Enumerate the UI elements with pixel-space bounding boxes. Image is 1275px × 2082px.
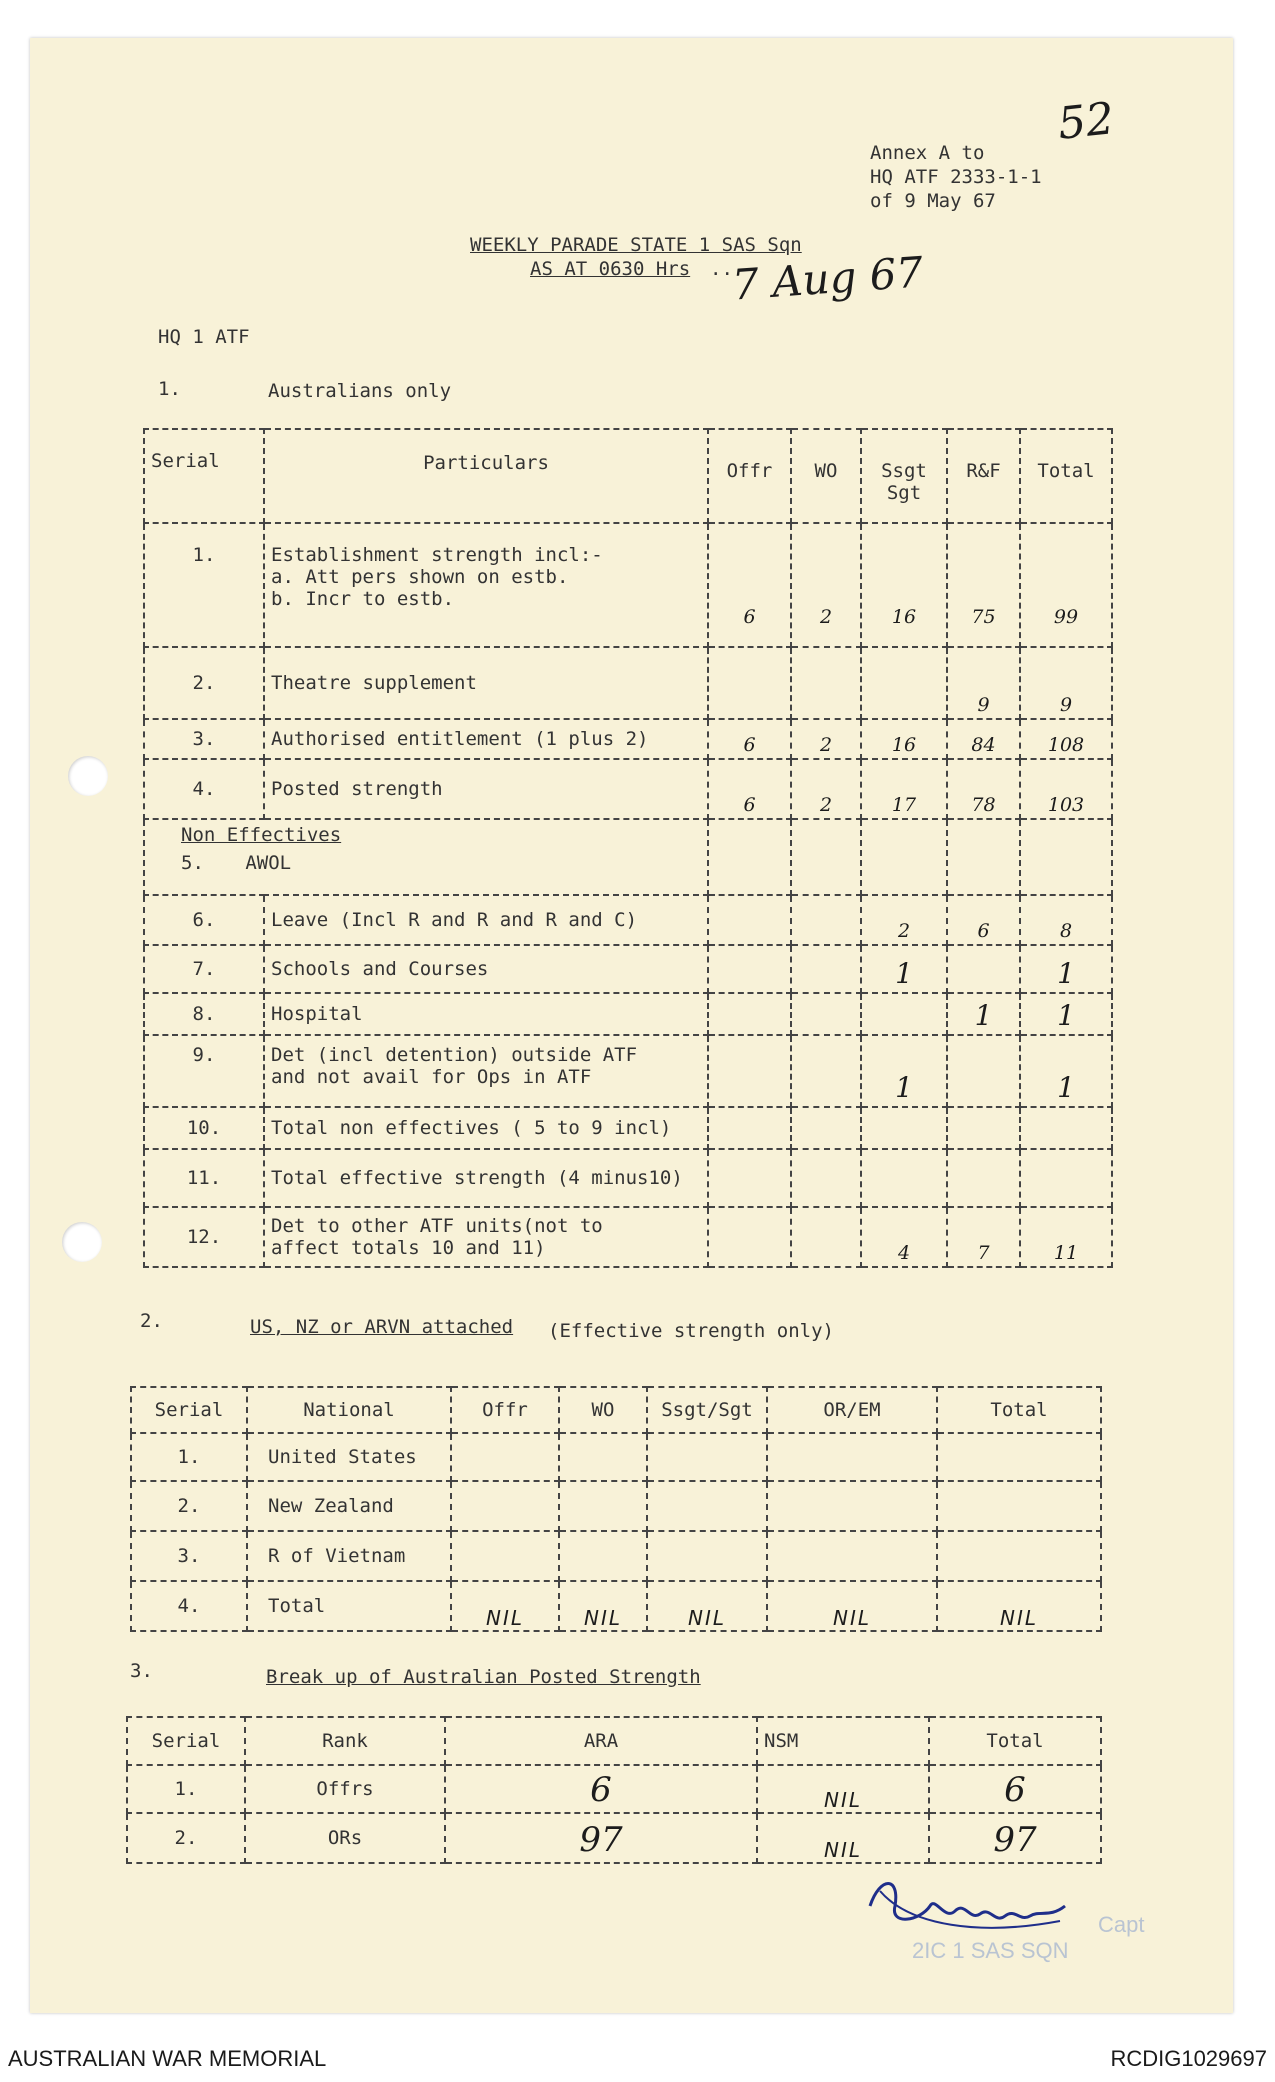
- header-ssgt: Ssgt: [881, 460, 927, 482]
- cell-wo: [791, 1035, 861, 1107]
- cell-wo: 2: [791, 523, 861, 647]
- cell-rf: [947, 1107, 1020, 1149]
- cell-or-em: [767, 1481, 937, 1531]
- hq-label: HQ 1 ATF: [158, 326, 250, 348]
- cell-rf: [947, 945, 1020, 993]
- cell-wo: [559, 1433, 647, 1481]
- cell-ssgt: 17: [861, 759, 947, 819]
- header-wo: WO: [791, 429, 861, 523]
- cell-offr: 6: [708, 719, 791, 759]
- cell-total: 8: [1020, 895, 1112, 945]
- section1-number: 1.: [158, 378, 181, 400]
- cell-wo: 2: [791, 719, 861, 759]
- punch-hole-bottom: [62, 1222, 102, 1262]
- cell-offr: 6: [708, 523, 791, 647]
- table-header-row: [144, 429, 1112, 523]
- cell-ssgt: 1: [861, 1035, 947, 1107]
- cell-ssgt: NIL: [647, 1581, 767, 1631]
- row-particulars: Hospital: [264, 993, 708, 1035]
- particulars-line: affect totals 10 and 11): [271, 1237, 546, 1259]
- cell-total: 108: [1020, 719, 1112, 759]
- cell-ara: 6: [445, 1765, 757, 1813]
- header-rf: R&F: [947, 429, 1020, 523]
- cell-total: 1: [1020, 1035, 1112, 1107]
- cell-ssgt: 4: [861, 1207, 947, 1267]
- header-sgt: Sgt: [886, 482, 922, 504]
- cell-total: 1: [1020, 993, 1112, 1035]
- header-total: Total: [929, 1717, 1101, 1765]
- row-serial: 8.: [144, 993, 264, 1035]
- table-header-row: [127, 1717, 1101, 1765]
- cell-nsm: NIL: [757, 1765, 929, 1813]
- cell-rf: [947, 1149, 1020, 1207]
- cell-offr: NIL: [451, 1581, 559, 1631]
- row-particulars: Schools and Courses: [264, 945, 708, 993]
- row-serial: 6.: [144, 895, 264, 945]
- table-row: [127, 1765, 1101, 1813]
- table-row: [131, 1581, 1101, 1631]
- cell-offr: [708, 1149, 791, 1207]
- row-serial: 3.: [144, 719, 264, 759]
- cell-offr: [708, 945, 791, 993]
- particulars-line: [181, 852, 701, 874]
- cell-ssgt: 2: [861, 895, 947, 945]
- cell-rf: 84: [947, 719, 1020, 759]
- table-row: [144, 1035, 1112, 1107]
- cell-total: 11: [1020, 1207, 1112, 1267]
- cell-ssgt: 16: [861, 523, 947, 647]
- header-offr: Offr: [708, 429, 791, 523]
- annex-line-2: HQ ATF 2333-1-1: [870, 166, 1042, 188]
- cell-rank: ORs: [245, 1813, 445, 1863]
- posted-strength-table: [126, 1716, 1102, 1864]
- table-row: [131, 1433, 1101, 1481]
- cell-offr: [708, 1107, 791, 1149]
- section2-number: 2.: [140, 1310, 163, 1332]
- cell-offr: [708, 647, 791, 719]
- cell-wo: [791, 1207, 861, 1267]
- cell-rf: 78: [947, 759, 1020, 819]
- cell-or-em: [767, 1531, 937, 1581]
- table-row: [131, 1531, 1101, 1581]
- cell-or-em: NIL: [767, 1581, 937, 1631]
- table-row: [127, 1813, 1101, 1863]
- table-row: [144, 523, 1112, 647]
- table-row: [144, 819, 1112, 895]
- signature-appointment: 2IC 1 SAS SQN: [912, 1938, 1069, 1963]
- cell-ssgt: [861, 647, 947, 719]
- cell-total: [937, 1531, 1101, 1581]
- cell-wo: [559, 1531, 647, 1581]
- row-particulars: [264, 523, 708, 647]
- cell-total: 6: [929, 1765, 1101, 1813]
- cell-serial: 1.: [131, 1433, 247, 1481]
- row-serial: 5.: [181, 852, 204, 874]
- header-national: National: [247, 1387, 451, 1433]
- row-particulars: [264, 1207, 708, 1267]
- cell-rf: 75: [947, 523, 1020, 647]
- cell-rf: [947, 1035, 1020, 1107]
- particulars-line: Establishment strength incl:-: [271, 544, 603, 566]
- table-row: [144, 759, 1112, 819]
- cell-total: NIL: [937, 1581, 1101, 1631]
- row-serial: 10.: [144, 1107, 264, 1149]
- cell-serial: 1.: [127, 1765, 245, 1813]
- cell-wo: [791, 1149, 861, 1207]
- row-particulars: Authorised entitlement (1 plus 2): [264, 719, 708, 759]
- row-particulars: [264, 1035, 708, 1107]
- punch-hole-top: [68, 756, 108, 796]
- cell-ara: 97: [445, 1813, 757, 1863]
- table-row: [144, 1107, 1112, 1149]
- cell-or-em: [767, 1433, 937, 1481]
- cell-offr: [708, 993, 791, 1035]
- header-total: Total: [937, 1387, 1101, 1433]
- table-row: [144, 895, 1112, 945]
- cell-total: 103: [1020, 759, 1112, 819]
- attached-table: [130, 1386, 1102, 1632]
- row-serial: 4.: [144, 759, 264, 819]
- signature-image: [860, 1866, 1080, 1946]
- table-row: [144, 719, 1112, 759]
- table-row: [144, 945, 1112, 993]
- cell-wo: [791, 1107, 861, 1149]
- table-row: [144, 993, 1112, 1035]
- row-particulars: Theatre supplement: [264, 647, 708, 719]
- section3-heading: Break up of Australian Posted Strength: [266, 1666, 701, 1688]
- cell-rf: 6: [947, 895, 1020, 945]
- cell-serial: 3.: [131, 1531, 247, 1581]
- row-particulars: Total effective strength (4 minus10): [264, 1149, 708, 1207]
- cell-offr: [451, 1481, 559, 1531]
- title-dots: ..: [710, 258, 733, 280]
- cell-ssgt: [861, 1107, 947, 1149]
- cell-serial: 2.: [127, 1813, 245, 1863]
- header-ssgt-sgt: Ssgt/Sgt: [647, 1387, 767, 1433]
- table-row: [131, 1481, 1101, 1531]
- footer-id: RCDIG1029697: [1110, 2046, 1267, 2071]
- cell-wo: [791, 819, 861, 895]
- header-or-em: OR/EM: [767, 1387, 937, 1433]
- page-number: 52: [1055, 93, 1117, 150]
- cell-rf: [947, 819, 1020, 895]
- cell-offr: 6: [708, 759, 791, 819]
- cell-total: 9: [1020, 647, 1112, 719]
- row-serial: 2.: [144, 647, 264, 719]
- cell-wo: [791, 945, 861, 993]
- cell-ssgt: [861, 993, 947, 1035]
- cell-ssgt: [647, 1481, 767, 1531]
- cell-total: 99: [1020, 523, 1112, 647]
- cell-total: [937, 1433, 1101, 1481]
- header-rank: Rank: [245, 1717, 445, 1765]
- particulars-line: b. Incr to estb.: [271, 588, 455, 610]
- cell-wo: 2: [791, 759, 861, 819]
- cell-serial: 4.: [131, 1581, 247, 1631]
- cell-ssgt: 1: [861, 945, 947, 993]
- non-effectives-heading: Non Effectives: [181, 824, 342, 846]
- particulars-line: a. Att pers shown on estb.: [271, 566, 569, 588]
- australians-table: [143, 428, 1113, 1268]
- header-ssgt-sgt: [861, 429, 947, 523]
- cell-ssgt: [861, 819, 947, 895]
- header-serial: Serial: [131, 1387, 247, 1433]
- row-serial: 11.: [144, 1149, 264, 1207]
- document-title: WEEKLY PARADE STATE 1 SAS Sqn: [470, 234, 802, 256]
- cell-ssgt: [647, 1433, 767, 1481]
- cell-offr: [451, 1531, 559, 1581]
- cell-ssgt: [861, 1149, 947, 1207]
- footer-source: AUSTRALIAN WAR MEMORIAL: [8, 2046, 327, 2071]
- cell-total: [1020, 1149, 1112, 1207]
- cell-total: [1020, 1107, 1112, 1149]
- header-nsm: NSM: [757, 1717, 929, 1765]
- cell-rf: 1: [947, 993, 1020, 1035]
- handwritten-date: 7 Aug 67: [730, 247, 925, 310]
- section1-heading: Australians only: [268, 380, 452, 402]
- cell-total: 1: [1020, 945, 1112, 993]
- particulars-line: Det to other ATF units(not to: [271, 1215, 603, 1237]
- cell-rank: Offrs: [245, 1765, 445, 1813]
- particulars-line: Det (incl detention) outside ATF: [271, 1044, 638, 1066]
- cell-nsm: NIL: [757, 1813, 929, 1863]
- cell-offr: [708, 1207, 791, 1267]
- row-serial: 1.: [144, 523, 264, 647]
- header-serial: Serial: [127, 1717, 245, 1765]
- particulars-text: AWOL: [245, 852, 292, 874]
- particulars-line: and not avail for Ops in ATF: [271, 1066, 592, 1088]
- cell-wo: [791, 895, 861, 945]
- cell-wo: [559, 1481, 647, 1531]
- row-particulars: Posted strength: [264, 759, 708, 819]
- row-serial: 9.: [144, 1035, 264, 1107]
- header-ara: ARA: [445, 1717, 757, 1765]
- cell-offr: [708, 819, 791, 895]
- cell-offr: [451, 1433, 559, 1481]
- section2-heading: US, NZ or ARVN attached: [250, 1316, 514, 1338]
- row-serial: 12.: [144, 1207, 264, 1267]
- annex-line-1: Annex A to: [870, 142, 985, 164]
- section3-number: 3.: [130, 1660, 153, 1682]
- section2-heading-suffix: (Effective strength only): [548, 1320, 834, 1342]
- cell-serial: 2.: [131, 1481, 247, 1531]
- header-wo: WO: [559, 1387, 647, 1433]
- row-particulars: Leave (Incl R and R and R and C): [264, 895, 708, 945]
- cell-wo: [791, 993, 861, 1035]
- header-particulars: Particulars: [264, 429, 708, 523]
- cell-offr: [708, 1035, 791, 1107]
- row-serial: 7.: [144, 945, 264, 993]
- row-particulars: [144, 819, 708, 895]
- cell-national: United States: [247, 1433, 451, 1481]
- cell-wo: NIL: [559, 1581, 647, 1631]
- cell-total: 97: [929, 1813, 1101, 1863]
- cell-wo: [791, 647, 861, 719]
- table-row: [144, 647, 1112, 719]
- header-offr: Offr: [451, 1387, 559, 1433]
- cell-rf: 7: [947, 1207, 1020, 1267]
- cell-ssgt: [647, 1531, 767, 1581]
- header-serial: Serial: [144, 429, 264, 523]
- table-row: [144, 1149, 1112, 1207]
- cell-national: New Zealand: [247, 1481, 451, 1531]
- cell-offr: [708, 895, 791, 945]
- table-header-row: [131, 1387, 1101, 1433]
- cell-total: [937, 1481, 1101, 1531]
- cell-rf: 9: [947, 647, 1020, 719]
- row-particulars: Total non effectives ( 5 to 9 incl): [264, 1107, 708, 1149]
- cell-national: R of Vietnam: [247, 1531, 451, 1581]
- annex-line-3: of 9 May 67: [870, 190, 996, 212]
- cell-national: Total: [247, 1581, 451, 1631]
- document-subtitle: AS AT 0630 Hrs: [530, 258, 691, 280]
- header-total: Total: [1020, 429, 1112, 523]
- signature-rank: Capt: [1098, 1912, 1145, 1937]
- cell-ssgt: 16: [861, 719, 947, 759]
- table-row: [144, 1207, 1112, 1267]
- cell-total: [1020, 819, 1112, 895]
